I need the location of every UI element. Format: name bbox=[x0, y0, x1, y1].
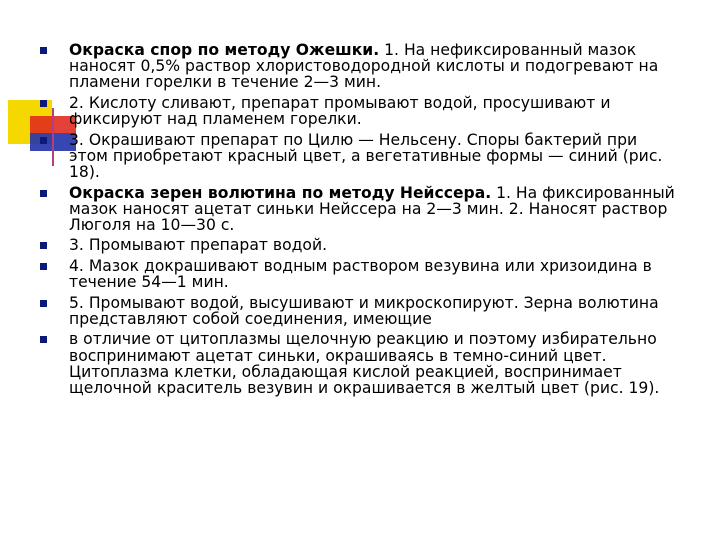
bullet-square-icon bbox=[40, 100, 47, 107]
list-item bbox=[40, 295, 680, 327]
list-item bbox=[40, 331, 680, 396]
bullet-square-icon bbox=[40, 300, 47, 307]
item-text: 2. Кислоту сливают, препарат промывают водой, просушивают и фиксируют над пламенем горелки. bbox=[69, 93, 611, 129]
bullet-square-icon bbox=[40, 47, 47, 54]
list-item bbox=[40, 95, 680, 127]
item-text: 5. Промывают водой, высушивают и микроскопируют. Зерна волютина представляют собой соединения, имеющие bbox=[69, 293, 659, 328]
bullet-square-icon bbox=[40, 242, 47, 249]
bullet-list bbox=[40, 42, 680, 400]
item-heading: Окраска спор по методу Ожешки. bbox=[69, 41, 380, 59]
item-text: 1. На фиксированный мазок наносят ацетат синьки Нейссера на 2—3 мин. 2. Наносят раствор Люголя на 10—30 с. bbox=[69, 183, 675, 234]
bullet-square-icon bbox=[40, 336, 47, 343]
bullet-square-icon bbox=[40, 137, 47, 144]
item-text: 3. Промывают препарат водой. bbox=[69, 236, 328, 255]
bullet-square-icon bbox=[40, 190, 47, 197]
item-text: 4. Мазок докрашивают водным раствором везувина или хризоидина в течение 54—1 мин. bbox=[69, 256, 652, 292]
list-item bbox=[40, 237, 680, 253]
list-item bbox=[40, 132, 680, 181]
list-item bbox=[40, 185, 680, 234]
item-text: в отличие от цитоплазмы щелочную реакцию и поэтому избирательно воспринимают ацетат синьки, окрашиваясь в темно-синий цвет. Цитоплазма клетки, обладающая кислой реакцией, воспринимает щелочной краситель везувин и окрашивается в желтый цвет (рис. 19). bbox=[69, 330, 660, 397]
list-item bbox=[40, 42, 680, 91]
item-text: 1. На нефиксированный мазок наносят 0,5% раствор хлористоводородной кислоты и подогревают на пламени горелки в течение 2—3 мин. bbox=[69, 41, 659, 92]
list-item bbox=[40, 258, 680, 290]
item-heading: Окраска зерен волютина по методу Нейссера. bbox=[69, 183, 492, 202]
bullet-square-icon bbox=[40, 263, 47, 270]
item-text: 3. Окрашивают препарат по Цилю — Нельсену. Споры бактерий при этом приобретают красный цвет, а вегетативные формы — синий (рис. 18). bbox=[69, 130, 663, 182]
